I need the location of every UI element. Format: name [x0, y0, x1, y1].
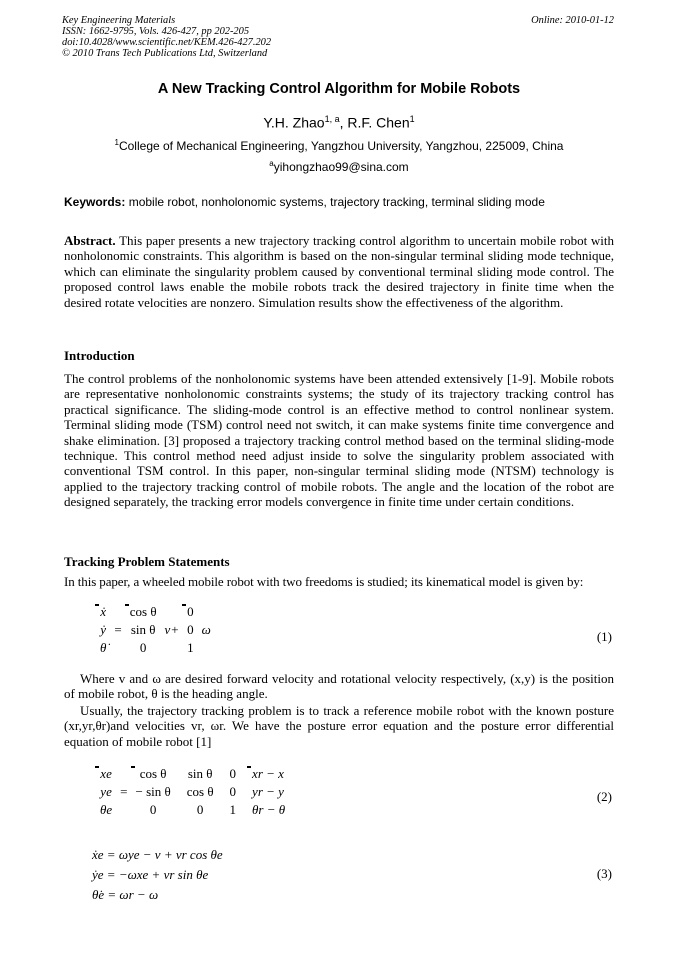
doi: doi:10.4028/www.scientific.net/KEM.426-427.202 [62, 37, 272, 48]
equation-2: xe ye θe = cos θ sin θ 0 − sin θ cos θ 0 0 0 1 xr − x yr − y θr − θ [92, 766, 293, 818]
eq-cell: ẋ [100, 604, 107, 619]
eq-cell: 0 [187, 622, 194, 637]
eq2-number: (2) [596, 789, 612, 804]
eq3-line: ẏe = −ωxe + vr sin θe [92, 867, 209, 882]
eq1-lhs [95, 604, 111, 656]
eq-cell: 0 [139, 640, 147, 655]
author-1-sup: 1, a [324, 114, 340, 124]
eq3-line: ẋe = ωye − v + vr cos θe [92, 847, 223, 862]
eq-cell: θe [100, 802, 113, 817]
eq3-number: (3) [596, 866, 612, 881]
eq-cell: sin θ [130, 622, 156, 637]
paper-title: A New Tracking Control Algorithm for Mobile Robots [157, 81, 521, 97]
eq-cell: cos θ [129, 604, 157, 619]
email-sup: a [269, 159, 274, 168]
copyright: © 2010 Trans Tech Publications Ltd, Switzerland [62, 48, 268, 59]
eq-cell: cos θ [186, 784, 214, 799]
eq2-rhs [247, 766, 290, 818]
issn: ISSN: 1662-9795, Vols. 426-427, pp 202-205 [62, 26, 250, 37]
tracking-p1: In this paper, a wheeled mobile robot with two freedoms is studied; its kinematical model is given by: [64, 574, 584, 589]
eq-cell: xe [100, 766, 112, 781]
eq-cell: 0 [187, 604, 194, 619]
abstract-label: Abstract. [64, 233, 116, 248]
equation-3 [92, 845, 223, 905]
eq1-m2 [182, 604, 199, 656]
keywords [64, 195, 624, 209]
eq2-lhs [95, 766, 117, 818]
eq-cell: yr − y [252, 784, 284, 799]
eq-cell: 1 [229, 802, 237, 817]
eq-cell: θ̇ [100, 640, 107, 655]
eq1-w: ω [201, 622, 211, 637]
author-2: , R.F. Chen [339, 114, 410, 131]
authors [0, 114, 678, 131]
tracking-p2: Where v and ω are desired forward velocity and rotational velocity respectively, (x,y) is the position of mobile robot, θ is the heading angle. [64, 671, 614, 702]
affiliation [0, 138, 678, 153]
email [0, 159, 678, 174]
eq1-v: v+ [164, 622, 180, 637]
eq-cell: 0 [229, 784, 237, 799]
eq1-number: (1) [596, 629, 612, 644]
eq-cell: 0 [149, 802, 157, 817]
eq-cell: cos θ [139, 766, 167, 781]
eq-cell: sin θ [187, 766, 213, 781]
eq-cell: ye [100, 784, 112, 799]
keywords-text: mobile robot, nonholonomic systems, trajectory tracking, terminal sliding mode [125, 195, 545, 209]
journal-header [62, 15, 271, 59]
tracking-p3: Usually, the trajectory tracking problem is to track a reference mobile robot with the known posture (xr,yr,θr)and velocities vr, ωr. We have the posture error equation and the posture error differential equation of mobile robot [1] [64, 703, 614, 749]
eq-cell: xr − x [252, 766, 284, 781]
email-text[interactable]: yihongzhao99@sina.com [273, 160, 409, 174]
eq-cell: 1 [187, 640, 194, 655]
eq-cell: 0 [196, 802, 204, 817]
aff-text: College of Mechanical Engineering, Yangzhou University, Yangzhou, 225009, China [118, 139, 564, 153]
eq2-matrix [131, 766, 242, 818]
intro-text: The control problems of the nonholonomic systems have been attended extensively [1-9]. Mobile robots are representative nonholonomic constraints systems; the study of its trajectory tracking control has practical significance. The sliding-mode control is an effective method to control nonlinear system. Terminal sliding mode (TSM) control need not switch, it can make systems finite time convergence and shake elimination. [3] proposed a trajectory tracking control method based on the terminal sliding-mode technique. This control method need adjust inside to solve the singularity problem associated with conventional TSM control. In this paper, non-singular terminal sliding mode (NTSM) technology is applied to the trajectory tracking control of mobile robots. The angle and the location of the robot are designed separately, the tracking error models convergence in finite time under certain conditions. [64, 371, 614, 510]
online-date: Online: 2010-01-12 [531, 15, 614, 26]
equation-1: ẋ ẏ θ̇ = cos θ sin θ 0 v+ 0 0 1 ω [92, 604, 211, 656]
tracking-heading: Tracking Problem Statements [64, 554, 230, 569]
author-1: Y.H. Zhao [263, 114, 325, 131]
abstract-text: This paper presents a new trajectory tracking control algorithm to uncertain mobile robot with nonholonomic constraints. This algorithm is based on the non-singular terminal sliding mode technique, which can eliminate the singularity problem caused by conventional terminal sliding mode control. The proposed control laws enable the mobile robots track the desired trajectory in finite time when the desired rotate velocities are nonzero. Simulation results show the effectiveness of the algorithm. [64, 233, 614, 310]
keywords-label: Keywords: [64, 195, 126, 209]
eq1-m1 [125, 604, 162, 656]
eq-cell: 0 [229, 766, 237, 781]
intro-heading: Introduction [64, 348, 135, 363]
eq-cell: θr − θ [252, 802, 286, 817]
journal-name: Key Engineering Materials [62, 15, 176, 26]
abstract [64, 233, 614, 310]
eq3-line: θ̇e = ωr − ω [92, 887, 159, 902]
author-2-sup: 1 [409, 114, 415, 124]
eq-cell: ẏ [100, 622, 107, 637]
aff-sup: 1 [114, 138, 119, 147]
eq-cell: − sin θ [135, 784, 171, 799]
